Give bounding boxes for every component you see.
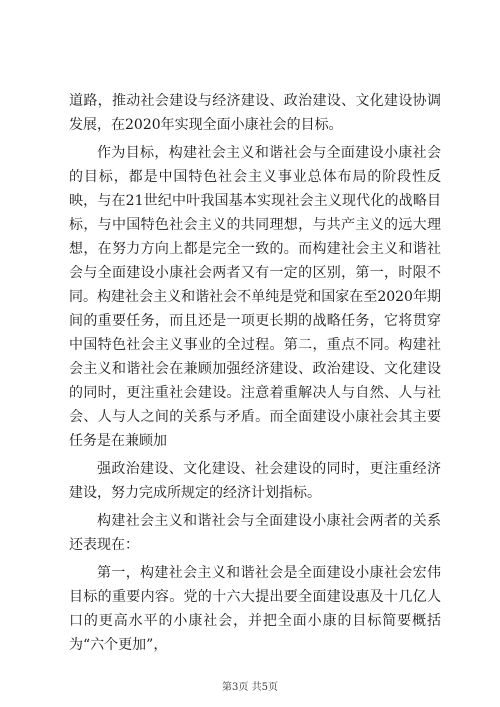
page-footer: 第3页 共5页 (222, 682, 278, 693)
paragraph-5: 第一，构建社会主义和谐社会是全面建设小康社会宏伟目标的重要内容。党的十六大提出要全面建设惠及十几亿人口的更高水平的小康社会，并把全面小康的目标简要概括为“六个更加”， (69, 565, 441, 653)
paragraph-1: 道路，推动社会建设与经济建设、政治建设、文化建设协调发展，在2020年实现全面小康社会的目标。 (69, 93, 441, 133)
paragraph-4: 构建社会主义和谐社会与全面建设小康社会两者的关系还表现在： (69, 513, 441, 553)
paragraph-3: 强政治建设、文化建设、社会建设的同时，更注重经济建设，努力完成所规定的经济计划指标。 (69, 461, 441, 501)
paragraph-2: 作为目标，构建社会主义和谐社会与全面建设小康社会的目标，都是中国特色社会主义事业总体布局的阶段性反映，与在21世纪中叶我国基本实现社会主义现代化的战略目标，与中国特色社会主义的共同理想，与共产主义的远大理想，在努力方向上都是完全一致的。而构建社会主义和谐社会与全面建设小康社会两者又有一定的区别，第一，时限不同。构建社会主义和谐社会不单纯是党和国家在至2020年期间的重要任务，而且还是一项更长期的战略任务，它将贯穿中国特色社会主义事业的全过程。第二，重点不同。构建社会主义和谐社会在兼顾加强经济建设、政治建设、文化建设的同时，更注重社会建设。注意着重解决人与自然、人与社会、人与人之间的关系与矛盾。而全面建设小康社会其主要任务是在兼顾加 (69, 145, 441, 449)
document-body (69, 89, 441, 661)
